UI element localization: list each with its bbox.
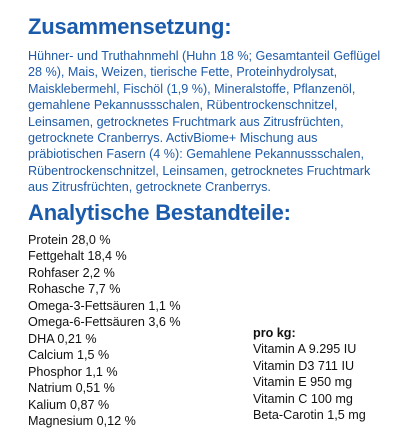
nutrient-list: [28, 232, 181, 430]
nutrient-item: DHA 0,21 %: [28, 331, 97, 346]
composition-line: gemahlene Pekannussschalen, Rübentrockenschnitzel,: [28, 98, 338, 113]
composition-text: [28, 48, 402, 196]
nutrient-item: Kalium 0,87 %: [28, 397, 110, 412]
composition-line: Maisklebermehl, Fischöl (1,9 %), Mineralstoffe, Pflanzenöl,: [28, 81, 356, 96]
vitamin-item: Beta-Carotin 1,5 mg: [253, 408, 366, 423]
vitamin-item: Vitamin E 950 mg: [253, 375, 353, 390]
composition-line: Hühner- und Truthahnmehl (Huhn 18 %; Gesamtanteil Geflügel: [28, 49, 381, 63]
nutrient-item: Calcium 1,5 %: [28, 348, 110, 363]
vitamin-list: [253, 341, 366, 424]
composition-line: präbiotischen Fasern (4 %): Gemahlene Pekannussschalen,: [28, 147, 365, 162]
nutrient-item: Protein 28,0 %: [28, 232, 111, 247]
nutrient-item: Phosphor 1,1 %: [28, 364, 118, 379]
composition-line: aus Zitrusfrüchten, getrocknete Cranberrys.: [28, 180, 271, 195]
composition-line: Leinsamen, getrocknetes Fruchtmark aus Zitrusfrüchten,: [28, 114, 344, 129]
analysis-heading: Analytische Bestandteile:: [28, 199, 291, 225]
nutrient-item: Fettgehalt 18,4 %: [28, 249, 127, 264]
nutrient-item: Magnesium 0,12 %: [28, 414, 136, 429]
nutrient-item: Omega-6-Fettsäuren 3,6 %: [28, 315, 181, 330]
nutrient-item: Rohasche 7,7 %: [28, 282, 121, 297]
nutrient-item: Natrium 0,51 %: [28, 381, 115, 396]
nutrient-item: Rohfaser 2,2 %: [28, 265, 115, 280]
vitamin-header: pro kg:: [253, 325, 296, 340]
composition-heading: Zusammensetzung:: [28, 14, 232, 39]
vitamin-column: [253, 325, 366, 424]
analysis-section: [28, 232, 402, 429]
vitamin-item: Vitamin A 9.295 IU: [253, 342, 357, 357]
nutrient-item: Omega-3-Fettsäuren 1,1 %: [28, 298, 181, 313]
composition-line: 28 %), Mais, Weizen, tierische Fette, Proteinhydrolysat,: [28, 65, 338, 80]
composition-line: Rübentrockenschnitzel, Leinsamen, getrocknetes Fruchtmark: [28, 163, 371, 178]
vitamin-item: Vitamin C 100 mg: [253, 391, 353, 406]
composition-line: getrocknete Cranberrys. ActivBiome+ Mischung aus: [28, 131, 318, 146]
vitamin-item: Vitamin D3 711 IU: [253, 358, 355, 373]
